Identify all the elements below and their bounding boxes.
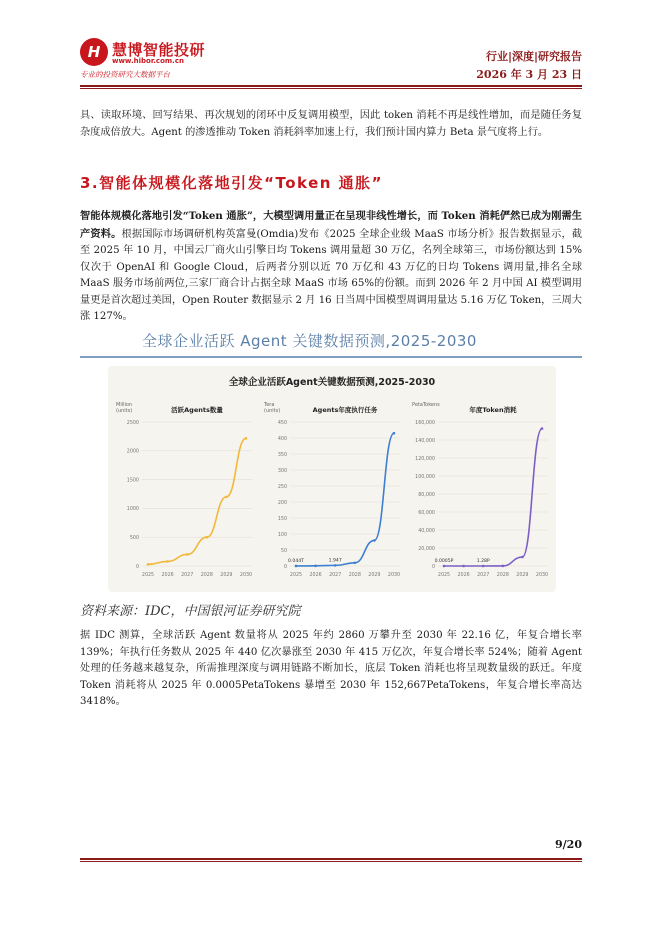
y-tick-label: 100,000 — [415, 474, 435, 480]
paragraph-token-inflation — [80, 208, 582, 326]
figure-inner-title: 全球企业活跃Agent关键数据预测,2025-2030 — [228, 377, 436, 388]
data-point — [541, 427, 544, 430]
data-point — [186, 553, 189, 556]
data-point — [502, 565, 505, 568]
x-tick-label: 2027 — [329, 573, 342, 578]
x-tick-label: 2026 — [161, 573, 174, 578]
chart-svg — [408, 392, 554, 588]
y-tick-label: 0 — [135, 564, 139, 570]
y-tick-label: 160,000 — [415, 420, 435, 426]
x-tick-label: 2028 — [348, 573, 361, 578]
y-tick-label: 140,000 — [415, 438, 435, 444]
unit-label: Tera — [264, 402, 275, 408]
paragraph-lead-bold: 智能体规模化落地引发“Token 通胀”，大模型调用量正在呈现非线性增长，而 Token 消耗俨然已成为刚需生产资料。 — [80, 210, 582, 240]
data-point — [314, 565, 317, 568]
y-tick-label: 200 — [277, 500, 287, 506]
series-line — [296, 433, 394, 566]
chart-svg — [260, 392, 406, 588]
figure — [80, 330, 582, 619]
x-tick-label: 2029 — [220, 573, 233, 578]
brand-name: 慧博智能投研 — [112, 41, 206, 59]
y-tick-label: 250 — [277, 484, 287, 490]
data-point — [334, 564, 337, 567]
y-tick-label: 2000 — [126, 449, 139, 455]
chart-agent-tasks — [260, 392, 406, 588]
footer-divider-thin — [80, 861, 582, 862]
y-tick-label: 450 — [277, 420, 287, 426]
y-tick-label: 20,000 — [418, 546, 435, 552]
paragraph-intro: 具、读取环境、回写结果、再次规划的闭环中反复调用模型，因此 token 消耗不再是线性增加，而是随任务复杂度成倍放大。Agent 的渗透推动 Token 消耗斜率加速上行，我们预计国内算力 Beta 景气度将上行。 — [80, 110, 582, 138]
page-number: 9/20 — [555, 838, 582, 851]
y-tick-label: 1000 — [126, 507, 139, 513]
unit-label: (units) — [264, 408, 281, 414]
data-point — [206, 536, 209, 539]
paragraph-idc-forecast: 据 IDC 测算，全球活跃 Agent 数量将从 2025 年约 2860 万攀升至 2030 年 22.16 亿，年复合增长率 139%；年执行任务数从 2025 年 440 亿次暴涨至 2030 年 415 万亿次，年复合增长率 524%；随着 Agent 处理的任务越来越复杂，所需推理深度与调用链路不断加长，底层 Token 消耗也将呈现数量级的跃迁。年度 Token 消耗将从 2025 年 0.0005PetaTokens 暴增至 2030 年 152,667PetaTokens，年复合增长率高达 3418%。 — [80, 630, 582, 707]
y-tick-label: 120,000 — [415, 456, 435, 462]
hibor-logo-icon: H — [80, 38, 108, 66]
y-tick-label: 150 — [277, 516, 287, 522]
y-tick-label: 50 — [280, 548, 287, 554]
brand-slogan: 专业的投资研究大数据平台 — [80, 70, 170, 79]
series-line — [444, 429, 542, 566]
data-point — [393, 432, 396, 435]
paragraph-body: 根据国际市场调研机构英富曼(Omdia)发布《2025 全球企业级 MaaS 市场分析》报告数据显示，截至 2025 年 10 月，中国云厂商火山引擎日均 Tokens 调用量超 30 万亿，名列全球第三，市场份额达到 15%仅次于 OpenAI 和 Google Cloud，后两者分别以近 70 万亿和 43 万亿的日均 Tokens 调用量,排名全球 MaaS 服务市场前两位,三家厂商合计占据全球 MaaS 市场 65%的份额。而到 2026 年 2 月中国 AI 模型调用量更是首次超过美国，Open Router 数据显示 2 月 16 日当周中国模型周调用量达 5.16 万亿 Token，三周大涨 127%。 — [80, 228, 583, 322]
figure-source: 资料来源：IDC，中国银河证券研究院 — [80, 604, 301, 619]
y-tick-label: 60,000 — [418, 510, 435, 516]
y-tick-label: 400 — [277, 436, 287, 442]
data-point — [462, 565, 465, 568]
y-tick-label: 0 — [283, 564, 287, 570]
x-tick-label: 2026 — [309, 573, 322, 578]
x-tick-label: 2025 — [289, 573, 303, 578]
x-tick-label: 2028 — [200, 573, 213, 578]
y-tick-label: 40,000 — [418, 528, 435, 534]
x-tick-label: 2030 — [387, 573, 401, 578]
section-title: 3.智能体规模化落地引发“Token 通胀” — [80, 174, 384, 192]
x-tick-label: 2030 — [535, 573, 549, 578]
report-date: 2026 年 3 月 23 日 — [476, 68, 582, 81]
y-tick-label: 300 — [277, 468, 287, 474]
unit-label: Million — [116, 402, 133, 408]
chart-title: Agents年度执行任务 — [312, 406, 378, 414]
chart-svg — [112, 392, 258, 588]
data-point — [443, 565, 446, 568]
x-tick-label: 2027 — [181, 573, 194, 578]
x-tick-label: 2028 — [496, 573, 509, 578]
y-tick-label: 80,000 — [418, 492, 435, 498]
data-point — [373, 539, 376, 542]
data-point — [354, 562, 357, 565]
x-tick-label: 2029 — [368, 573, 381, 578]
data-point — [521, 556, 524, 559]
figure-image — [108, 366, 556, 592]
x-tick-label: 2026 — [457, 573, 470, 578]
report-type: 行业|深度|研究报告 — [485, 50, 582, 63]
header-divider-thin — [80, 88, 582, 89]
chart-token-consumption — [408, 392, 554, 588]
data-point — [245, 437, 248, 440]
y-tick-label: 0 — [431, 564, 435, 570]
header-divider — [80, 85, 582, 87]
data-label: 1.947 — [328, 558, 342, 564]
chart-title: 活跃Agents数量 — [171, 406, 223, 414]
data-label: 0.0005P — [434, 559, 454, 564]
figure-title: 全球企业活跃 Agent 关键数据预测,2025-2030 — [142, 332, 477, 350]
chart-title: 年度Token消耗 — [469, 406, 517, 414]
y-tick-label: 500 — [129, 536, 139, 541]
series-line — [148, 438, 246, 564]
page-header — [80, 36, 582, 84]
data-point — [295, 565, 298, 568]
figure-title-rule — [80, 356, 582, 358]
x-tick-label: 2025 — [141, 573, 155, 578]
y-tick-label: 1500 — [126, 478, 139, 484]
y-tick-label: 100 — [277, 532, 287, 538]
brand-url: www.hibor.com.cn — [112, 57, 184, 65]
chart-active-agents — [112, 392, 258, 588]
data-label: 0.044T — [288, 558, 304, 564]
y-tick-label: 350 — [277, 452, 287, 458]
data-point — [166, 560, 169, 563]
unit-label: PetaTokens — [412, 402, 440, 408]
data-point — [225, 496, 228, 499]
x-tick-label: 2025 — [437, 573, 451, 578]
data-label: 1.28P — [476, 558, 490, 564]
x-tick-label: 2027 — [477, 573, 490, 578]
footer-divider — [80, 858, 582, 860]
x-tick-label: 2029 — [516, 573, 529, 578]
data-point — [482, 565, 485, 568]
x-tick-label: 2030 — [239, 573, 253, 578]
unit-label: (units) — [116, 408, 133, 414]
y-tick-label: 2500 — [126, 420, 139, 426]
data-point — [147, 563, 150, 566]
